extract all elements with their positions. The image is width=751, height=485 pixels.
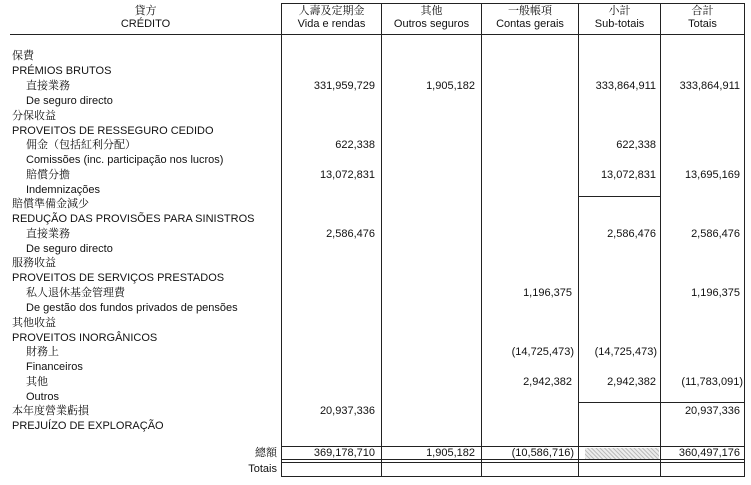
section-label-pt: PROVEITOS DE SERVIÇOS PRESTADOS	[12, 272, 225, 284]
column-divider	[381, 3, 382, 476]
row-label-zh: 直接業務	[26, 228, 70, 240]
row-label-zh: 賠償分擔	[26, 169, 70, 181]
value-subtotal: 2,586,476	[607, 228, 656, 240]
subtotal-rule	[578, 402, 745, 403]
row-label-pt: Comissões (inc. participação nos lucros)	[26, 154, 224, 166]
total-outros: 1,905,182	[426, 447, 475, 459]
value-contas: 2,942,382	[523, 376, 572, 388]
total-grand: 360,497,176	[678, 447, 740, 459]
section-label-pt: PROVEITOS DE RESSEGURO CEDIDO	[12, 125, 214, 137]
row-label-pt: Outros	[26, 391, 60, 403]
totals-rule	[281, 462, 745, 463]
value-subtotal: 13,072,831	[600, 169, 656, 181]
header-vida	[282, 5, 381, 35]
header-contas-zh: 一般帳項	[508, 5, 552, 17]
header-credito-pt: CRÉDITO	[120, 18, 171, 30]
column-divider	[481, 3, 482, 476]
header-vida-pt: Vida e rendas	[297, 18, 366, 30]
subtotal-rule	[578, 196, 660, 197]
value-vida: 20,937,336	[319, 405, 375, 417]
header-credito	[10, 5, 281, 35]
header-outros	[382, 5, 481, 35]
totals-label-zh: 總額	[255, 447, 277, 459]
totals-rule	[281, 476, 745, 477]
row-label-pt: Indemnizações	[26, 184, 100, 196]
row-label-pt: De seguro directo	[26, 243, 113, 255]
value-total: 13,695,169	[684, 169, 740, 181]
header-outros-zh: 其他	[420, 5, 443, 17]
value-total: 1,196,375	[691, 287, 740, 299]
value-subtotal: 622,338	[616, 139, 656, 151]
value-vida: 331,959,729	[313, 80, 375, 92]
total-contas: (10,586,716)	[511, 447, 574, 459]
header-subtotais-zh: 小計	[608, 5, 631, 17]
row-label-zh: 佣金（包括紅利分配）	[26, 139, 136, 151]
row-label-zh: 私人退休基金管理費	[26, 287, 125, 299]
header-contas	[482, 5, 578, 35]
row-label-zh: 其他	[26, 376, 48, 388]
value-vida: 622,338	[335, 139, 375, 151]
value-total: 20,937,336	[684, 405, 740, 417]
row-label-pt: De gestão dos fundos privados de pensões	[26, 302, 238, 314]
header-subtotais	[579, 5, 660, 35]
section-label-zh: 其他收益	[12, 317, 56, 329]
section-label-zh: 分保收益	[12, 110, 56, 122]
value-subtotal: (14,725,473)	[594, 346, 657, 358]
value-total: 2,586,476	[691, 228, 740, 240]
section-label-pt: PRÉMIOS BRUTOS	[12, 65, 112, 77]
totals-label-pt: Totais	[248, 463, 277, 475]
value-contas: (14,725,473)	[511, 346, 574, 358]
section-label-zh: 服務收益	[12, 257, 56, 269]
value-subtotal: 333,864,911	[595, 80, 656, 92]
header-top-rule	[281, 3, 745, 4]
row-label-zh: 直接業務	[26, 80, 70, 92]
header-subtotais-pt: Sub-totais	[594, 18, 645, 30]
header-totais	[661, 5, 744, 35]
header-outros-pt: Outros seguros	[393, 18, 470, 30]
section-label-pt: PROVEITOS INORGÂNICOS	[12, 332, 158, 344]
row-label-zh: 財務上	[26, 346, 59, 358]
value-vida: 2,586,476	[326, 228, 375, 240]
section-label-zh: 保費	[12, 50, 34, 62]
total-vida: 369,178,710	[313, 447, 375, 459]
section-label-zh: 本年度營業虧損	[12, 405, 89, 417]
section-label-zh: 賠償準備金減少	[12, 198, 89, 210]
header-totais-zh: 合計	[691, 5, 714, 17]
value-total: (11,783,091)	[681, 376, 743, 388]
value-total: 333,864,911	[679, 80, 740, 92]
value-subtotal: 2,942,382	[607, 376, 656, 388]
header-credito-zh: 貸方	[134, 5, 157, 17]
value-vida: 13,072,831	[319, 169, 375, 181]
row-label-pt: Financeiros	[26, 361, 83, 373]
section-label-pt: PREJUÍZO DE EXPLORAÇÃO	[12, 420, 164, 432]
subtotal-shaded-cell	[585, 448, 659, 459]
header-vida-zh: 人壽及定期金	[298, 5, 365, 17]
value-contas: 1,196,375	[523, 287, 572, 299]
header-contas-pt: Contas gerais	[496, 18, 564, 30]
header-totais-pt: Totais	[688, 18, 717, 30]
row-label-pt: De seguro directo	[26, 95, 113, 107]
section-label-pt: REDUÇÃO DAS PROVISÕES PARA SINISTROS	[12, 213, 255, 225]
column-divider	[744, 3, 745, 476]
value-outros: 1,905,182	[426, 80, 475, 92]
